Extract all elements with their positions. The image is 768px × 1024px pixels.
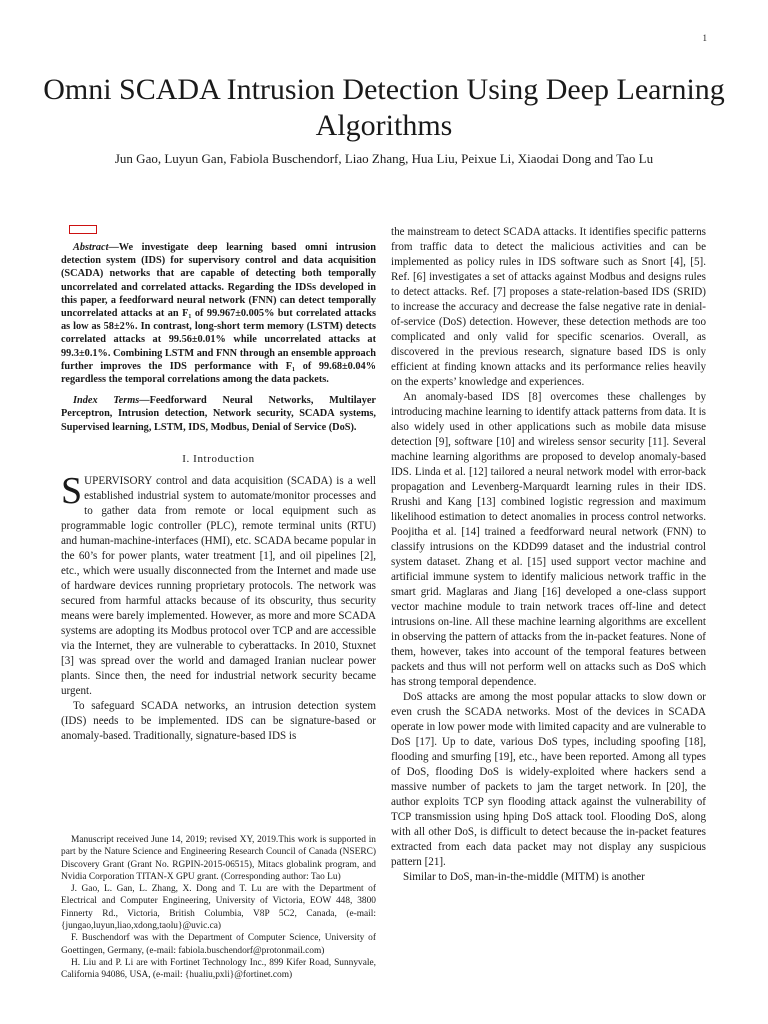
intro-paragraph-1-text: UPERVISORY control and data acquisition (SCADA) is a well established industrial system to automate/monitor processes and to gather data from remote or local equipment such as programmable logic controller (PLC), remote terminal units (RTU) and human-machine-interfaces (HMI), etc. SCADA became popular in the 60’s for power plants, water treatment [1], and oil pipelines [2], etc., which were usually disconnected from the Internet and made use of hardware devices running proprietary protocols. The network was secured from harmful attacks because of its obscurity, thus security means were barely implemented. However, as more and more SCADA systems are adopting its Modbus protocol over TCP and are accessible via the Internet, they are vulnerable to cyberattacks. In 2010, Stuxnet [3] was spread over the world and damaged Iranian nuclear power plants. Since then, the need for industrial network security became urgent. — [61, 474, 376, 697]
page-number: 1 — [702, 33, 707, 43]
index-terms-lead: Index Terms — [73, 395, 140, 407]
index-terms — [61, 394, 376, 434]
intro-paragraph-1 — [61, 469, 376, 699]
right-paragraph-2: An anomaly-based IDS [8] overcomes these challenges by introducing machine learning to identify attack patterns from data. It is also widely used in other applications such as mobile data misuse detection [9], software [10] and wireless sensor security [11]. Several machine learning algorithms are proposed to develop anomaly-based IDS. Linda et al. [12] tailored a neural network model with error-back propagation and Levenberg-Marquardt learning rules in their IDS. Rrushi and Kang [13] combined logistic regression and maximum likelihood estimation to detect anomalies in process control networks. Poojitha et al. [14] trained a feedforward neural network (FNN) to classify intrusions on the KDD99 dataset and the industrial control system dataset. Zhang et al. [15] used support vector machine and artificial immune system to identify malicious network traffic in the smart grid. Maglaras and Jiang [16] developed a one-class support vector machine module to train network traces off-line and detect intrusions on-line. All these machine learning algorithms are excellent in observing the pattern of attacks from the in-packet features. None of them, however, takes into account of the temporal features between packets and thus will not perform well on attacks such as DoS which has strong temporal dependence. — [391, 391, 706, 688]
section-heading: I. Introduction — [182, 452, 255, 465]
drop-cap: S — [61, 469, 83, 512]
footnote-affiliation-goettingen: F. Buschendorf was with the Department of Computer Science, University of Goettingen, Germany, (e-mail: fabiola.buschendorf@protonmail.com) — [61, 933, 376, 956]
footnotes — [61, 834, 376, 982]
abstract-text: —We investigate deep learning based omni intrusion detection system (IDS) for supervisory control and data acquisition (SCADA) networks that are capable of detecting both temporally uncorrelated and correlated attacks. Regarding the IDSs developed in this paper, a feedforward neural network (FNN) can detect temporally uncorrelated attacks at an F₁ of 99.967±0.005% but correlated attacks as low as 58±2%. In contrast, long-short term memory (LSTM) detects correlated attacks at 99.56±0.01% while uncorrelated attacks at 99.3±0.1%. Combining LSTM and FNN through an ensemble approach further improves the IDS performance with F₁ of 99.68±0.04% regardless the temporal correlations among the data packets. — [61, 242, 376, 386]
annotation-marker — [69, 225, 97, 234]
footnote-affiliation-uvic: J. Gao, L. Gan, L. Zhang, X. Dong and T. Lu are with the Department of Electrical and Computer Engineering, University of Victoria, EOW 448, 3800 Finnerty Rd., Victoria, British Columbia, V8P 5C2, Canada, (e-mail: {jungao,luyun,liao,xdong,taolu}@uvic.ca) — [61, 884, 376, 932]
footnote-affiliation-fortinet: H. Liu and P. Li are with Fortinet Technology Inc., 899 Kifer Road, Sunnyvale, California 94086, USA, (e-mail: {hualiu,pxli}@fortinet.com) — [61, 957, 376, 981]
intro-paragraph-2: To safeguard SCADA networks, an intrusion detection system (IDS) needs to be implemented. IDS can be signature-based or anomaly-based. Traditionally, signature-based IDS is — [61, 699, 376, 742]
right-paragraph-3: DoS attacks are among the most popular attacks to slow down or even crush the SCADA networks. Most of the devices in SCADA operate in low power mode with limited capacity and are vulnerable to DoS [17]. Up to date, various DoS types, including spoofing [18], flooding and smurfing [19], etc., have been reported. Among all types of DoS, flooding DoS is widely-exploited where hackers send a massive number of packets to jam the target network. In [20], the author exploits TCP syn flooding attack against the vulnerability of TCP transmission using hping DoS attack tool. Flooding DoS, along with all other DoS, is difficult to detect because the in-packet features extracted from each data packet may not display any suspicious pattern [21]. — [391, 691, 706, 868]
footnote-manuscript: Manuscript received June 14, 2019; revised XY, 2019.This work is supported in part by the Nature Science and Engineering Research Council of Canada (NSERC) Discovery Grant (Grant No. RGPIN-2015-06515), Mitacs globalink program, and Nvidia Corporation TITAN-X GPU grant. (Corresponding author: Tao Lu) — [61, 835, 376, 882]
right-column — [391, 225, 706, 885]
abstract-lead: Abstract — [73, 242, 109, 253]
right-paragraph-1: the mainstream to detect SCADA attacks. It identifies specific patterns from traffic data to detect the malicious activities and can be implemented as policy rules in IDS software such as Snort [4], [5]. Ref. [6] investigates a set of attacks against Modbus and designs rules to detect attacks. Ref. [7] proposes a state-relation-based IDS (SRID) to increase the accuracy and decrease the false negative rate in denial-of-service (DoS) detection. However, these detection methods are too complicated and only valid for specific scenarios. Overall, as discovered in the previous research, signature based IDS is only efficient at finding known attacks and its performance relies heavily on the experts’ knowledge and experiences. — [391, 226, 706, 388]
author-list: Jun Gao, Luyun Gan, Fabiola Buschendorf, Liao Zhang, Hua Liu, Peixue Li, Xiaodai Dong and Tao Lu — [114, 151, 654, 166]
abstract — [61, 241, 376, 386]
right-paragraph-4: Similar to DoS, man-in-the-middle (MITM) is another — [403, 871, 645, 883]
left-column — [61, 225, 376, 744]
paper-title: Omni SCADA Intrusion Detection Using Deep Learning Algorithms — [43, 73, 725, 142]
index-terms-text: —Feedforward Neural Networks, Multilayer Perceptron, Intrusion detection, Network security, SCADA systems, Supervised learning, LSTM, IDS, Modbus, Denial of Service (DoS). — [61, 395, 376, 433]
